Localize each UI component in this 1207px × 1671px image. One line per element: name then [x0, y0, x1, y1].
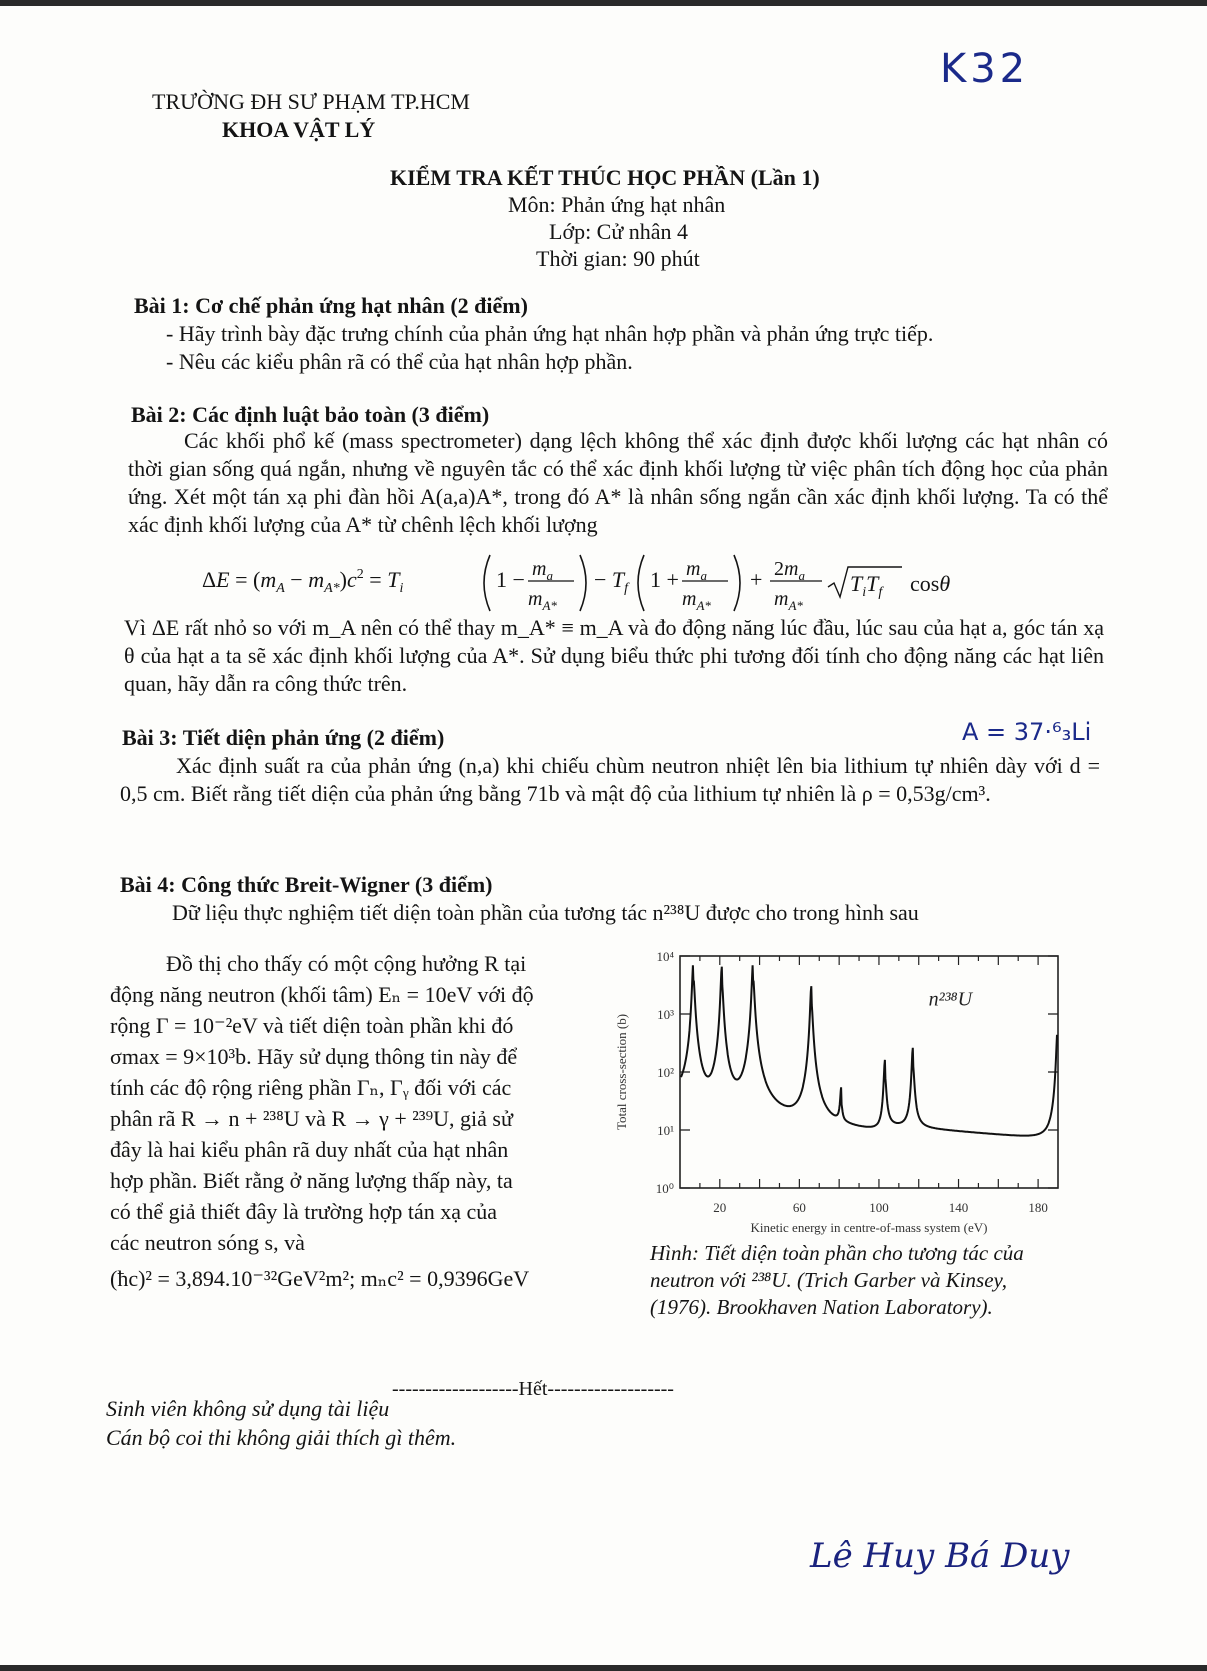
plot-frame [680, 956, 1058, 1188]
y-tick-label: 10² [657, 1065, 674, 1080]
footer-note-1: Sinh viên không sử dụng tài liệu [106, 1396, 390, 1421]
y-axis-label: Total cross-section (b) [614, 1013, 629, 1131]
q4-line: Đồ thị cho thấy có một cộng hưởng R tại [166, 951, 527, 976]
svg-text:1 +: 1 + [650, 567, 679, 592]
time-line: Thời gian: 90 phút [536, 246, 700, 271]
q4-line: σmax = 9×10³b. Hãy sử dụng thông tin này để [110, 1044, 518, 1069]
end-marker: -------------------Hết------------------- [392, 1378, 674, 1400]
x-axis-label: Kinetic energy in centre-of-mass system (eV) [750, 1220, 988, 1235]
x-tick-label: 100 [869, 1200, 889, 1215]
cross-section-curve [681, 965, 1057, 1135]
q4-line: tính các độ rộng riêng phần Γₙ, Γᵧ đối với các [110, 1075, 512, 1100]
q4-line: các neutron sóng s, và [110, 1230, 305, 1255]
chart-annotation: n²³⁸U [928, 988, 973, 1011]
q4-line: động năng neutron (khối tâm) Eₙ = 10eV với độ [110, 982, 534, 1007]
q1-title: Bài 1: Cơ chế phản ứng hạt nhân (2 điểm) [134, 293, 528, 318]
faculty-name: KHOA VẬT LÝ [222, 117, 376, 142]
figure-caption: Hình: Tiết diện toàn phần cho tương tác của neutron với ²³⁸U. (Trich Garber và Kinsey, (1976). Brookhaven Nation Laboratory). [650, 1241, 1024, 1319]
q4-line: phân rã R → n + ²³⁸U và R → γ + ²³⁹U, giả sử [110, 1106, 513, 1131]
q4-line: có thể giả thiết đây là trường hợp tán xạ của [110, 1199, 498, 1224]
school-name: TRƯỜNG ĐH SƯ PHẠM TP.HCM [152, 89, 470, 114]
svg-text:ΔE = (mA − mA*)c2 = Ti: $\Delta E = (m_A - m_{A*})c^2 = T_i$ [202, 567, 404, 596]
y-tick-label: 10⁰ [655, 1181, 674, 1196]
chart-svg [604, 940, 1074, 1240]
svg-text:mA*: $m_{A*}$ [682, 588, 711, 613]
svg-text:2ma: $2m_a$ [774, 558, 805, 583]
y-tick-label: 10³ [657, 1007, 674, 1022]
class-line: Lớp: Cử nhân 4 [549, 219, 689, 244]
scan-top-edge [0, 0, 1207, 6]
q4-intro: Dữ liệu thực nghiệm tiết diện toàn phần của tương tác n²³⁸U được cho trong hình sau [172, 900, 919, 925]
exam-title: KIỂM TRA KẾT THÚC HỌC PHẦN (Lần 1) [390, 165, 820, 190]
q1-line-2: - Nêu các kiểu phân rã có thể của hạt nhân hợp phần. [166, 349, 633, 374]
q2-formula [202, 545, 1022, 615]
x-tick-label: 180 [1028, 1200, 1048, 1215]
q4-line: rộng Γ = 10⁻²eV và tiết diện toàn phần khi đó [110, 1013, 514, 1038]
q4-left-column [110, 950, 590, 1293]
y-tick-label: 10¹ [657, 1123, 674, 1138]
svg-text:ma: $m_a$ [532, 558, 553, 583]
x-tick-label: 20 [713, 1200, 727, 1215]
q2-paragraph-1: Các khối phổ kế (mass spectrometer) dạng lệch không thể xác định được khối lượng các hạt nhân có thời gian sống quá ngắn, nhưng về nguyên tắc có thể xác định khối lượng từ việc phân tích động học của phản ứng. Xét một tán xạ phi đàn hồi A(a,a)A*, trong đó A* là nhân sống ngắn cần xác định khối lượng. Ta có thể xác định khối lượng của A* từ chênh lệch khối lượng [128, 428, 1108, 537]
q3-paragraph: Xác định suất ra của phản ứng (n,a) khi chiếu chùm neutron nhiệt lên bia lithium tự nhiên dày với d = 0,5 cm. Biết rằng tiết diện của phản ứng bằng 71b và mật độ của lithium tự nhiên là ρ = 0,53g/cm³. [120, 753, 1100, 806]
q4-title: Bài 4: Công thức Breit-Wigner (3 điểm) [120, 872, 493, 897]
signature: Lê Huy Bá Duy [810, 1536, 1070, 1576]
q4-line: (ħc)² = 3,894.10⁻³²GeV²m²; mₙc² = 0,9396GeV [110, 1266, 530, 1291]
q2-paragraph-2: Vì ΔE rất nhỏ so với m_A nên có thể thay m_A* ≡ m_A và đo động năng lúc đầu, lúc sau của hạt a, góc tán xạ θ của hạt a ta sẽ xác định khối lượng của A*. Sử dụng biểu thức phi tương đối tính cho động năng các hạt liên quan, hãy dẫn ra công thức trên. [124, 615, 1104, 696]
svg-text:mA*: $m_{A*}$ [774, 588, 803, 613]
svg-text:cosθ: cosθ [910, 571, 951, 596]
q3-handwritten-note: A = 37·⁶₃Li [962, 718, 1092, 746]
svg-text:ma: $m_a$ [686, 558, 707, 583]
scan-bottom-edge [0, 1665, 1207, 1671]
x-tick-label: 60 [792, 1200, 806, 1215]
svg-text:TiTf: $T_iT_f$ [850, 571, 883, 600]
q1-line-1: - Hãy trình bày đặc trưng chính của phản ứng hạt nhân hợp phần và phản ứng trực tiếp. [166, 321, 934, 346]
x-tick-label: 140 [948, 1200, 969, 1215]
subject-line: Môn: Phản ứng hạt nhân [508, 192, 726, 217]
q4-line: hợp phần. Biết rằng ở năng lượng thấp này, ta [110, 1168, 513, 1193]
svg-text:1 −: 1 − [496, 567, 525, 592]
footer-note-2: Cán bộ coi thi không giải thích gì thêm. [106, 1425, 457, 1450]
q3-title: Bài 3: Tiết diện phản ứng (2 điểm) [122, 725, 445, 750]
svg-text:− Tf: − $T_f$ [594, 567, 629, 596]
svg-text:mA*: $m_{A*}$ [528, 588, 557, 613]
q2-title: Bài 2: Các định luật bảo toàn (3 điểm) [131, 402, 490, 427]
y-tick-label: 10⁴ [656, 949, 674, 964]
handwritten-mark: K32 [940, 46, 1030, 92]
formula-svg [202, 545, 1022, 615]
cross-section-chart [604, 940, 1074, 1240]
svg-text:+: + [750, 567, 763, 592]
q4-line: đây là hai kiểu phân rã duy nhất của hạt nhân [110, 1137, 509, 1162]
